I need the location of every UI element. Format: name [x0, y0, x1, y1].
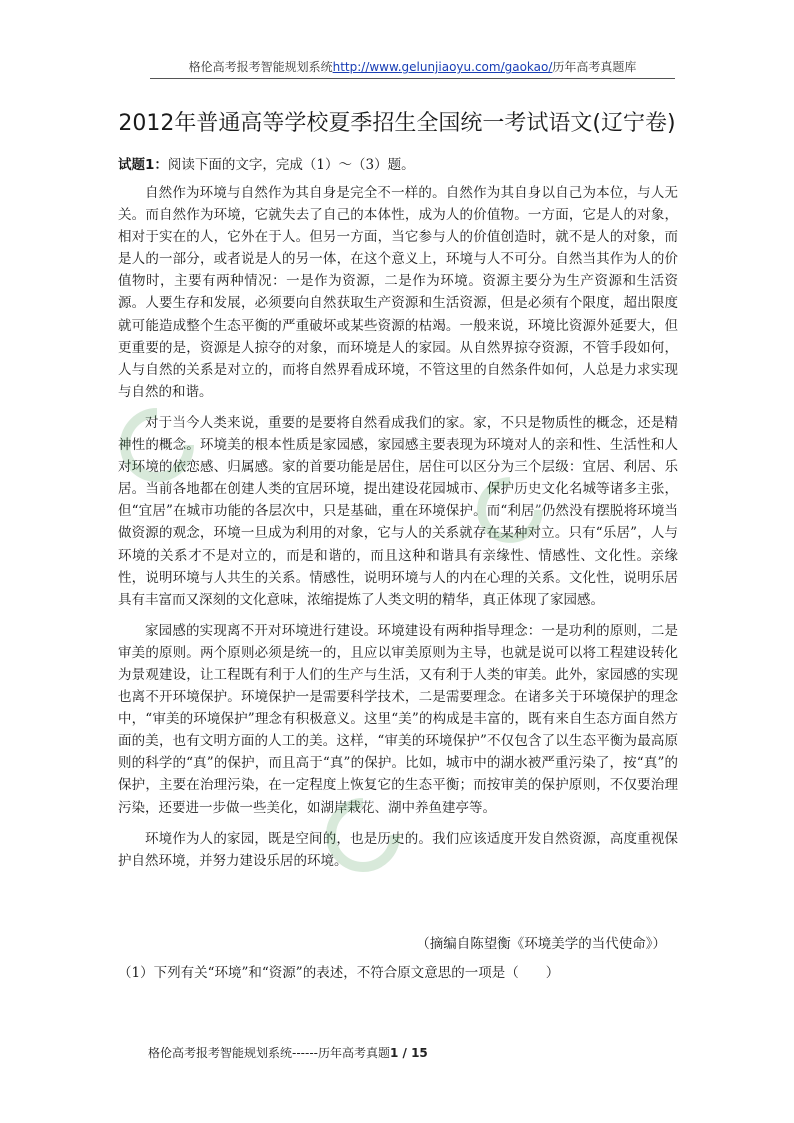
header-link[interactable]: http://www.gelunjiaoyu.com/gaokao/ — [332, 60, 553, 74]
passage-paragraph: 家园感的实现离不开对环境进行建设。环境建设有两种指导理念：一是功利的原则，二是审美的原则。两个原则必须是统一的，且应以审美原则为主导，也就是说可以将工程建设转化为景观建设，让工程既有利于人们的生产与生活，又有利于人类的审美。此外，家园感的实现也离不开环境保护。环境保护一是需要科学技术，二是需要理念。在诸多关于环境保护的理念中，“审美的环境保护”理念有积极意义。这里“美”的构成是丰富的，既有来自生态方面自然方面的美，也有文明方面的人工的美。这样，“审美的环境保护”不仅包含了以生态平衡为最高原则的科学的“真”的保护，而且高于“真”的保护。比如，城市中的湖水被严重污染了，按“真”的保护，主要在治理污染，在一定程度上恢复它的生态平衡；而按审美的保护原则，不仅要治理污染，还要进一步做一些美化，如湖岸栽花、湖中养鱼建亭等。 — [118, 622, 678, 816]
passage-paragraph: 对于当今人类来说，重要的是要将自然看成我们的家。家，不只是物质性的概念，还是精神性的概念。环境美的根本性质是家园感，家园感主要表现为环境对人的亲和性、生活性和人对环境的依恋感、归属感。家的首要功能是居住，居住可以区分为三个层级：宜居、利居、乐居。当前各地都在创建人类的宜居环境，提出建设花园城市、保护历史文化名城等诸多主张，但“宜居”在城市功能的各层次中，只是基础，重在环境保护。而“利居”仍然没有摆脱将环境当做资源的观念，环境一旦成为利用的对象，它与人的关系就存在某种对立。只有“乐居”，人与环境的关系才不是对立的，而是和谐的，而且这种和谐具有亲缘性、情感性、文化性。亲缘性，说明环境与人共生的关系。情感性，说明环境与人的内在心理的关系。文化性，说明乐居具有丰富而又深刻的文化意味，浓缩提炼了人类文明的精华，真正体现了家园感。 — [118, 414, 678, 608]
page-number: 1 / 15 — [389, 1046, 428, 1060]
question-label: 试题1： — [118, 157, 168, 173]
passage — [118, 182, 678, 881]
question-instruction: 阅读下面的文字，完成（1）～（3）题。 — [167, 157, 415, 173]
header-prefix: 格伦高考报考智能规划系统 — [188, 60, 333, 74]
page-footer — [148, 1044, 428, 1061]
question-intro — [118, 153, 678, 173]
sub-question-1: （1）下列有关“环境”和“资源”的表述，不符合原文意思的一项是（ ） — [118, 965, 560, 981]
passage-paragraph: 环境作为人的家园，既是空间的，也是历史的。我们应该适度开发自然资源，高度重视保护自然环境，并努力建设乐居的环境。 — [118, 830, 678, 869]
passage-source: （摘编自陈望衡《环境美学的当代使命》） — [416, 936, 666, 952]
page-header — [150, 58, 675, 79]
footer-text: 格伦高考报考智能规划系统------历年高考真题 — [148, 1046, 390, 1060]
passage-paragraph: 自然作为环境与自然作为其自身是完全不一样的。自然作为其自身以自己为本位，与人无关。而自然作为环境，它就失去了自己的本体性，成为人的价值物。一方面，它是人的对象，相对于实在的人，它外在于人。但另一方面，当它参与人的价值创造时，就不是人的对象，而是人的一部分，或者说是人的另一体，在这个意义上，环境与人不可分。自然当其作为人的价值物时，主要有两种情况：一是作为资源，二是作为环境。资源主要分为生产资源和生活资源。人要生存和发展，必须要向自然获取生产资源和生活资源，但是必须有个限度，超出限度就可能造成整个生态平衡的严重破坏或某些资源的枯竭。一般来说，环境比资源外延要大，但更重要的是，资源是人掠夺的对象，而环境是人的家园。从自然界掠夺资源，不管手段如何，人与自然的关系是对立的，而将自然界看成环境，不管这里的自然条件如何，人总是力求实现与自然的和谐。 — [118, 185, 678, 400]
header-suffix: 历年高考真题库 — [552, 60, 637, 74]
document-title: 2012年普通高等学校夏季招生全国统一考试语文(辽宁卷) — [118, 111, 676, 136]
